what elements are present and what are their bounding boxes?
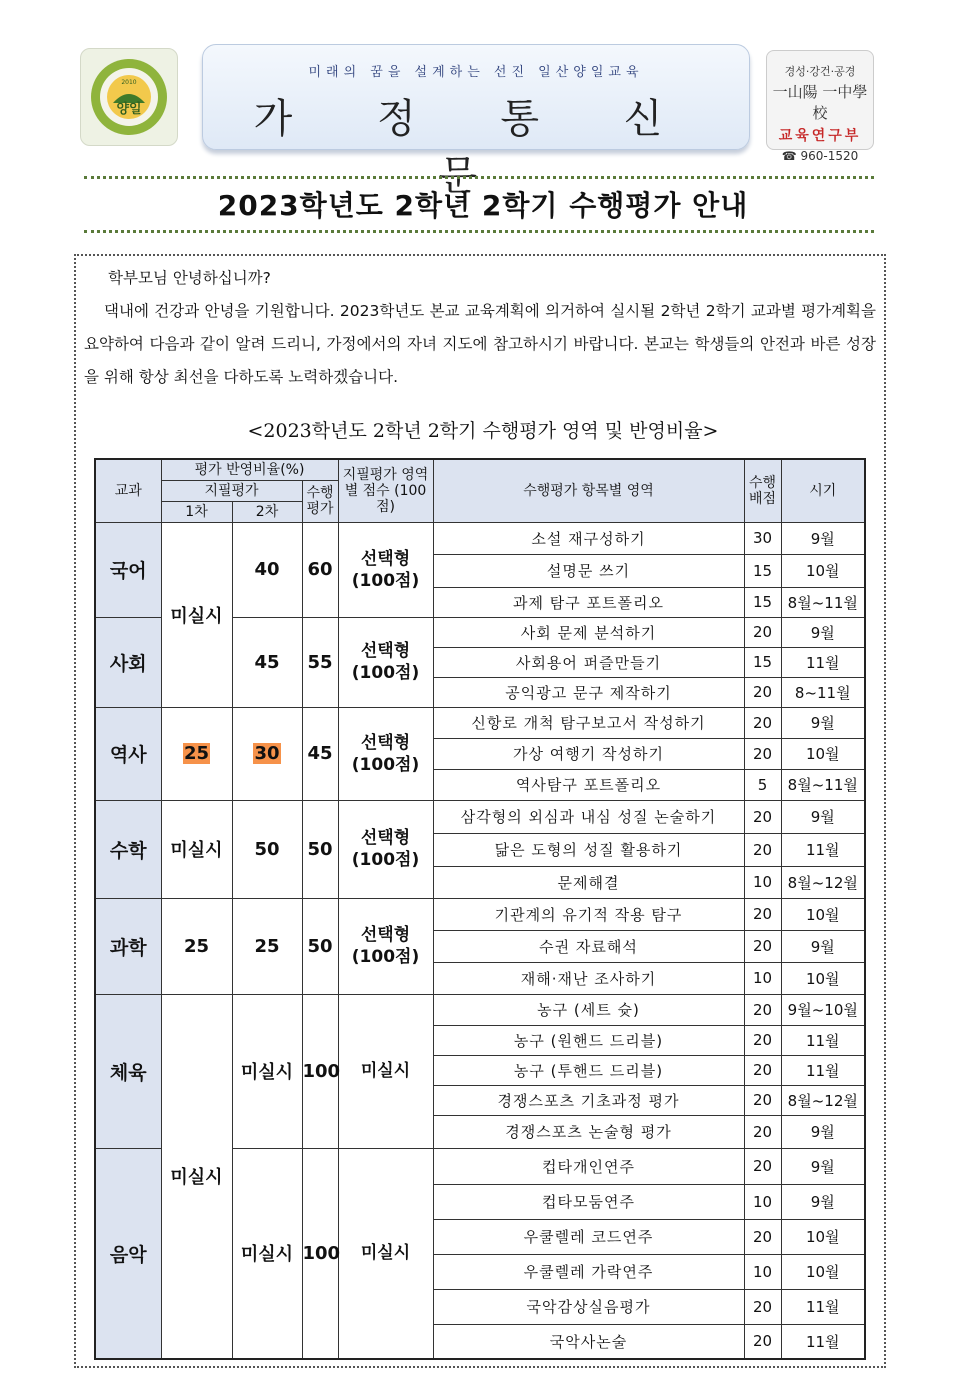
school-values: 경성·강건·공경 <box>784 65 856 78</box>
item-score: 20 <box>744 898 781 930</box>
assessment-item: 닮은 도형의 성질 활용하기 <box>433 833 744 866</box>
first-written: 25 <box>161 898 232 994</box>
item-score: 10 <box>744 1184 781 1219</box>
item-score: 20 <box>744 1055 781 1085</box>
second-written: 미실시 <box>232 1148 302 1359</box>
item-score: 20 <box>744 930 781 962</box>
assessment-item: 신항로 개척 탐구보고서 작성하기 <box>433 707 744 738</box>
school-info-box <box>766 50 874 163</box>
table-row <box>95 707 865 738</box>
assessment-item: 문제해결 <box>433 866 744 898</box>
item-period: 9월 <box>781 617 865 647</box>
written-type: 미실시 <box>338 994 433 1148</box>
first-written-merged: 미실시 <box>161 994 232 1359</box>
assessment-table <box>94 458 866 1360</box>
item-period: 9월 <box>781 1184 865 1219</box>
newsletter-header <box>80 44 874 199</box>
item-period: 10월 <box>781 1219 865 1254</box>
assessment-item: 농구 (원핸드 드리블) <box>433 1025 744 1055</box>
assessment-item: 컵타개인연주 <box>433 1148 744 1184</box>
item-score: 20 <box>744 994 781 1025</box>
item-period: 11월 <box>781 1324 865 1359</box>
item-score: 20 <box>744 738 781 769</box>
item-period: 10월 <box>781 898 865 930</box>
school-name: 一山陽 一中學校 <box>772 83 868 122</box>
written-type: 선택형 (100점) <box>338 522 433 617</box>
item-score: 20 <box>744 1219 781 1254</box>
school-motto: 미래의 꿈을 설계하는 선진 일산양일교육 <box>308 65 644 80</box>
item-period: 9월 <box>781 522 865 554</box>
second-written: 미실시 <box>232 994 302 1148</box>
assessment-item: 과제 탐구 포트폴리오 <box>433 587 744 617</box>
written-type: 선택형 (100점) <box>338 898 433 994</box>
logo-year: 2010 <box>121 79 137 86</box>
item-score: 15 <box>744 647 781 677</box>
item-period: 11월 <box>781 1025 865 1055</box>
item-score: 20 <box>744 800 781 833</box>
item-score: 20 <box>744 617 781 647</box>
school-emblem-icon <box>89 57 169 137</box>
item-score: 20 <box>744 677 781 707</box>
written-type: 미실시 <box>338 1148 433 1359</box>
item-period: 8월~12월 <box>781 1085 865 1115</box>
item-score: 20 <box>744 1085 781 1115</box>
assessment-item: 기관계의 유기적 작용 탐구 <box>433 898 744 930</box>
highlighted-value: 30 <box>254 743 280 764</box>
table-row <box>95 994 865 1025</box>
subject-name: 역사 <box>95 707 161 800</box>
assessment-item: 설명문 쓰기 <box>433 554 744 587</box>
second-written: 40 <box>232 522 302 617</box>
assessment-item: 공익광고 문구 제작하기 <box>433 677 744 707</box>
col-points: 수행 배점 <box>744 459 781 522</box>
col-written: 지필평가 <box>161 480 302 501</box>
table-row <box>95 522 865 554</box>
performance-ratio: 50 <box>302 898 338 994</box>
item-period: 11월 <box>781 1055 865 1085</box>
table-row <box>95 898 865 930</box>
item-period: 9월 <box>781 800 865 833</box>
subject-name: 체육 <box>95 994 161 1148</box>
assessment-item: 역사탐구 포트폴리오 <box>433 769 744 800</box>
item-score: 10 <box>744 866 781 898</box>
assessment-item: 우쿨렐레 코드연주 <box>433 1219 744 1254</box>
item-period: 11월 <box>781 1289 865 1324</box>
item-period: 8월~11월 <box>781 587 865 617</box>
phone-number: ☎ 960-1520 <box>781 149 859 163</box>
item-period: 11월 <box>781 647 865 677</box>
letter-body <box>84 262 876 394</box>
item-score: 30 <box>744 522 781 554</box>
item-period: 11월 <box>781 833 865 866</box>
item-period: 9월 <box>781 930 865 962</box>
col-subject: 교과 <box>95 459 161 522</box>
table-caption: <2023학년도 2학년 2학기 수행평가 영역 및 반영비율> <box>247 420 719 442</box>
item-period: 8월~12월 <box>781 866 865 898</box>
col-written-score: 지필평가 영역별 점수 (100점) <box>338 459 433 522</box>
performance-ratio: 45 <box>302 707 338 800</box>
item-score: 15 <box>744 587 781 617</box>
divider-bottom <box>84 230 874 233</box>
item-period: 9월 <box>781 1115 865 1148</box>
col-period: 시기 <box>781 459 865 522</box>
assessment-item: 농구 (세트 슛) <box>433 994 744 1025</box>
col-ratio: 평가 반영비율(%) <box>161 459 338 480</box>
assessment-item: 수권 자료해석 <box>433 930 744 962</box>
col-items: 수행평가 항목별 영역 <box>433 459 744 522</box>
item-period: 10월 <box>781 554 865 587</box>
subject-name: 과학 <box>95 898 161 994</box>
divider-top <box>84 176 874 179</box>
item-score: 20 <box>744 1148 781 1184</box>
written-type: 선택형 (100점) <box>338 617 433 707</box>
performance-ratio: 100 <box>302 1148 338 1359</box>
item-score: 20 <box>744 1289 781 1324</box>
item-score: 20 <box>744 1025 781 1055</box>
item-period: 10월 <box>781 1254 865 1289</box>
assessment-item: 가상 여행기 작성하기 <box>433 738 744 769</box>
item-score: 5 <box>744 769 781 800</box>
item-period: 8월~11월 <box>781 769 865 800</box>
assessment-item: 컵타모둠연주 <box>433 1184 744 1219</box>
subject-name: 수학 <box>95 800 161 898</box>
letter-greeting: 학부모님 안녕하십니까? <box>108 269 271 287</box>
item-score: 10 <box>744 1254 781 1289</box>
header-banner <box>202 44 750 199</box>
highlighted-value: 25 <box>183 743 210 764</box>
assessment-item: 소설 재구성하기 <box>433 522 744 554</box>
first-written <box>161 707 232 800</box>
second-written: 45 <box>232 617 302 707</box>
second-written: 25 <box>232 898 302 994</box>
table-row <box>95 800 865 833</box>
item-period: 9월 <box>781 707 865 738</box>
second-written <box>232 707 302 800</box>
performance-ratio: 100 <box>302 994 338 1148</box>
school-logo <box>80 48 178 146</box>
logo-text: 양일 <box>116 102 142 117</box>
page-title: 2023학년도 2학년 2학기 수행평가 안내 <box>217 189 749 222</box>
assessment-item: 사회용어 퍼즐만들기 <box>433 647 744 677</box>
item-score: 15 <box>744 554 781 587</box>
assessment-item: 경쟁스포츠 논술형 평가 <box>433 1115 744 1148</box>
assessment-item: 농구 (투핸드 드리블) <box>433 1055 744 1085</box>
assessment-item: 우쿨렐레 가락연주 <box>433 1254 744 1289</box>
performance-ratio: 55 <box>302 617 338 707</box>
second-written: 50 <box>232 800 302 898</box>
item-period: 9월~10월 <box>781 994 865 1025</box>
col-first: 1차 <box>161 501 232 522</box>
assessment-item: 재해·재난 조사하기 <box>433 962 744 994</box>
item-score: 20 <box>744 707 781 738</box>
item-period: 10월 <box>781 962 865 994</box>
col-performance: 수행평가 <box>302 480 338 522</box>
subject-name: 국어 <box>95 522 161 617</box>
subject-name: 사회 <box>95 617 161 707</box>
subject-name: 음악 <box>95 1148 161 1359</box>
first-written: 미실시 <box>161 800 232 898</box>
item-score: 20 <box>744 1324 781 1359</box>
performance-ratio: 60 <box>302 522 338 617</box>
item-period: 9월 <box>781 1148 865 1184</box>
assessment-item: 사회 문제 분석하기 <box>433 617 744 647</box>
performance-ratio: 50 <box>302 800 338 898</box>
first-written-merged: 미실시 <box>161 522 232 707</box>
letter-paragraph: 댁내에 건강과 안녕을 기원합니다. 2023학년도 본교 교육계획에 의거하여 실시될 2학년 2학기 교과별 평가계획을 요약하여 다음과 같이 알려 드리니, 가정에서의 자녀 지도에 참고하시기 바랍니다. 본교는 학생들의 안전과 바른 성장을 위해 항상 최선을 다하도록 노력하겠습니다. <box>84 302 876 386</box>
assessment-item: 삼각형의 외심과 내심 성질 논술하기 <box>433 800 744 833</box>
item-period: 8~11월 <box>781 677 865 707</box>
item-score: 20 <box>744 833 781 866</box>
department-name: 교육연구부 <box>778 128 862 144</box>
assessment-item: 국악감상실음평가 <box>433 1289 744 1324</box>
written-type: 선택형 (100점) <box>338 800 433 898</box>
item-score: 10 <box>744 962 781 994</box>
newsletter-title: 가 정 통 신 문 <box>253 96 699 199</box>
item-score: 20 <box>744 1115 781 1148</box>
written-type: 선택형 (100점) <box>338 707 433 800</box>
item-period: 10월 <box>781 738 865 769</box>
assessment-item: 국악사논술 <box>433 1324 744 1359</box>
col-second: 2차 <box>232 501 302 522</box>
assessment-item: 경쟁스포츠 기초과정 평가 <box>433 1085 744 1115</box>
